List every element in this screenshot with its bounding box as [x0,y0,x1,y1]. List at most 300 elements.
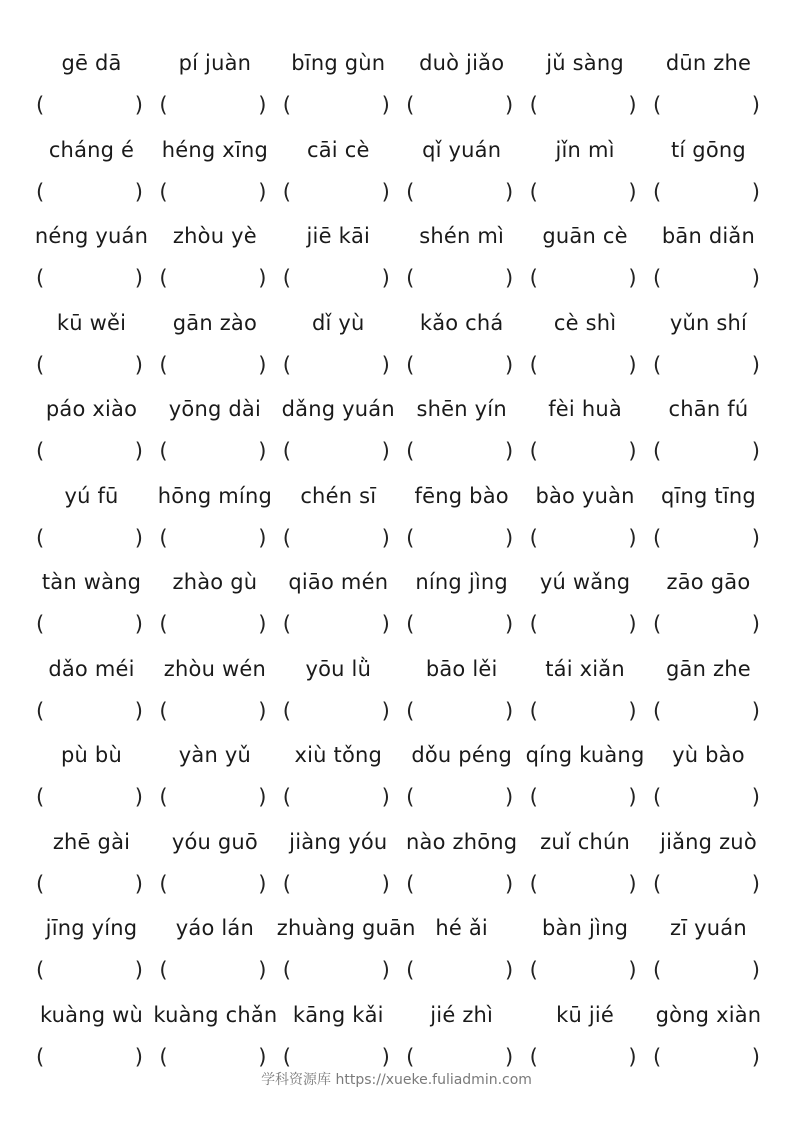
close-paren: ) [751,1044,760,1069]
close-paren: ) [258,698,267,723]
pinyin-word: jǔ sàng [546,51,624,75]
answer-blank[interactable] [647,780,770,814]
pinyin-word: bān diǎn [661,224,756,248]
close-paren: ) [751,439,760,463]
close-paren: ) [258,958,267,982]
pinyin-word: yóu guō [171,829,258,854]
answer-blank[interactable] [153,953,276,987]
open-paren: ( [652,958,662,982]
pinyin-word: zhē gài [52,829,131,854]
pinyin-line [30,46,770,80]
answer-blank[interactable] [400,1040,523,1074]
open-paren: ( [36,698,45,723]
pinyin-line [30,911,770,945]
answer-line [30,348,770,382]
pinyin-word: néng yuán [34,224,149,248]
close-paren: ) [258,785,267,809]
answer-blank[interactable] [524,348,647,382]
close-paren: ) [504,179,514,204]
close-paren: ) [381,352,390,377]
close-paren: ) [134,612,143,636]
open-paren: ( [406,871,415,896]
pinyin-word: yù bào [672,743,745,767]
close-paren: ) [258,179,267,204]
answer-blank[interactable] [647,953,770,987]
pinyin-word: yōng dài [168,397,261,421]
pinyin-row [0,652,793,738]
open-paren: ( [159,352,168,377]
open-paren: ( [282,352,291,377]
pinyin-word: guān cè [542,224,628,248]
open-paren: ( [406,698,415,723]
close-paren: ) [134,785,143,809]
answer-blank[interactable] [153,175,276,209]
answer-blank[interactable] [400,780,523,814]
open-paren: ( [406,266,415,290]
answer-blank[interactable] [400,88,523,122]
answer-blank[interactable] [524,1040,647,1074]
close-paren: ) [258,266,267,290]
close-paren: ) [134,871,143,896]
answer-blank[interactable] [647,261,770,295]
close-paren: ) [134,525,143,550]
answer-line [30,867,770,901]
open-paren: ( [282,698,291,723]
pinyin-word: yáo lán [175,916,254,940]
answer-blank[interactable] [524,175,647,209]
close-paren: ) [628,612,637,636]
pinyin-word: cāi cè [306,137,370,162]
answer-blank[interactable] [153,607,276,641]
pinyin-word: yōu lǜ [305,656,372,681]
answer-blank[interactable] [647,175,770,209]
open-paren: ( [652,439,662,463]
close-paren: ) [134,439,143,463]
pinyin-word: kū wěi [56,310,127,335]
pinyin-line [30,133,770,167]
close-paren: ) [258,439,267,463]
footer-watermark: 学科资源库 https://xueke.fuliadmin.com [261,1072,532,1088]
answer-blank[interactable] [277,953,400,987]
answer-blank[interactable] [30,1040,153,1074]
open-paren: ( [652,93,662,117]
close-paren: ) [751,958,760,982]
close-paren: ) [258,525,267,550]
answer-blank[interactable] [153,521,276,555]
open-paren: ( [652,525,662,550]
answer-blank[interactable] [647,434,770,468]
close-paren: ) [751,179,760,204]
answer-blank[interactable] [153,88,276,122]
answer-blank[interactable] [400,521,523,555]
open-paren: ( [159,439,168,463]
answer-line [30,175,770,209]
close-paren: ) [628,266,637,290]
close-paren: ) [628,179,637,204]
close-paren: ) [628,698,637,723]
open-paren: ( [652,179,662,204]
pinyin-line [30,479,770,513]
pinyin-word: tàn wàng [41,570,142,594]
close-paren: ) [258,1044,267,1069]
open-paren: ( [652,352,662,377]
open-paren: ( [529,698,538,723]
pinyin-word: bāo lěi [425,656,498,681]
close-paren: ) [258,612,267,636]
open-paren: ( [159,958,168,982]
pinyin-word: chén sī [300,483,377,508]
answer-blank[interactable] [277,607,400,641]
open-paren: ( [36,1044,45,1069]
pinyin-word: bào yuàn [535,483,635,508]
close-paren: ) [134,698,143,723]
pinyin-word: chān fú [668,397,749,421]
close-paren: ) [134,352,143,377]
open-paren: ( [529,871,538,896]
answer-blank[interactable] [30,607,153,641]
pinyin-word: kū jié [556,1002,615,1027]
open-paren: ( [282,93,291,117]
close-paren: ) [504,93,514,117]
pinyin-line [30,565,770,599]
close-paren: ) [381,871,390,896]
close-paren: ) [258,352,267,377]
open-paren: ( [529,93,538,117]
pinyin-word: gān zào [172,310,258,335]
open-paren: ( [529,1044,538,1069]
answer-blank[interactable] [524,607,647,641]
answer-blank[interactable] [153,780,276,814]
answer-blank[interactable] [277,780,400,814]
close-paren: ) [504,266,514,290]
close-paren: ) [504,698,514,723]
pinyin-row [0,133,793,219]
close-paren: ) [628,785,637,809]
close-paren: ) [381,266,390,290]
answer-blank[interactable] [277,694,400,728]
pinyin-word: dǐ yù [311,310,365,335]
pinyin-word: zī yuán [670,916,747,940]
open-paren: ( [406,352,415,377]
answer-blank[interactable] [277,867,400,901]
pinyin-word: jiǎng zuò [660,829,757,854]
open-paren: ( [36,179,45,204]
answer-blank[interactable] [30,780,153,814]
answer-blank[interactable] [647,867,770,901]
open-paren: ( [36,352,45,377]
pinyin-word: jiē kāi [306,224,371,248]
close-paren: ) [628,93,637,117]
answer-blank[interactable] [153,694,276,728]
answer-blank[interactable] [524,434,647,468]
pinyin-line [30,652,770,686]
answer-blank[interactable] [400,694,523,728]
open-paren: ( [36,612,45,636]
answer-blank[interactable] [524,694,647,728]
open-paren: ( [652,612,662,636]
answer-blank[interactable] [647,88,770,122]
answer-line [30,521,770,555]
close-paren: ) [381,698,390,723]
pinyin-word: héng xīng [161,137,269,162]
pinyin-word: kāng kǎi [292,1002,384,1027]
close-paren: ) [751,352,760,377]
open-paren: ( [406,93,415,117]
pinyin-word: qǐ yuán [422,137,502,162]
answer-blank[interactable] [277,521,400,555]
answer-blank[interactable] [277,348,400,382]
answer-blank[interactable] [400,607,523,641]
open-paren: ( [159,612,168,636]
close-paren: ) [504,439,514,463]
answer-line [30,88,770,122]
answer-blank[interactable] [30,694,153,728]
close-paren: ) [381,93,390,117]
answer-line [30,607,770,641]
pinyin-word: zhòu wén [163,656,266,681]
open-paren: ( [36,266,45,290]
answer-blank[interactable] [30,261,153,295]
pinyin-word: nào zhōng [406,829,518,854]
answer-blank[interactable] [400,348,523,382]
answer-blank[interactable] [153,261,276,295]
pinyin-word: gān zhe [666,656,751,681]
pinyin-word: shēn yín [416,397,507,421]
pinyin-line [30,998,770,1032]
open-paren: ( [529,266,538,290]
open-paren: ( [159,698,168,723]
pinyin-line [30,392,770,426]
close-paren: ) [258,871,267,896]
answer-blank[interactable] [647,521,770,555]
answer-blank[interactable] [30,175,153,209]
answer-blank[interactable] [277,88,400,122]
open-paren: ( [159,785,168,809]
open-paren: ( [529,612,538,636]
pinyin-word: cháng é [48,137,135,162]
answer-line [30,953,770,987]
pinyin-word: yǔn shí [669,310,748,335]
pinyin-word: fēng bào [414,483,509,508]
pinyin-row [0,565,793,651]
answer-blank[interactable] [30,348,153,382]
close-paren: ) [751,93,760,117]
pinyin-word: tí gōng [670,137,746,162]
close-paren: ) [258,93,267,117]
close-paren: ) [134,266,143,290]
open-paren: ( [159,93,168,117]
open-paren: ( [36,525,45,550]
pinyin-word: jǐn mì [555,137,615,162]
close-paren: ) [628,871,637,896]
pinyin-word: kuàng chǎn [153,1002,278,1027]
pinyin-line [30,306,770,340]
pinyin-line [30,825,770,859]
answer-blank[interactable] [30,953,153,987]
answer-blank[interactable] [647,348,770,382]
open-paren: ( [36,93,45,117]
close-paren: ) [381,439,390,463]
close-paren: ) [381,612,390,636]
pinyin-word: xiù tǒng [294,743,383,767]
close-paren: ) [628,525,637,550]
open-paren: ( [406,785,415,809]
open-paren: ( [282,439,291,463]
pinyin-word: yàn yǔ [178,743,251,767]
close-paren: ) [381,785,390,809]
close-paren: ) [751,871,760,896]
answer-blank[interactable] [524,780,647,814]
open-paren: ( [36,439,45,463]
pinyin-word: shén mì [419,224,505,248]
pinyin-word: fèi huà [548,397,622,421]
close-paren: ) [751,266,760,290]
pinyin-word: gē dā [61,51,122,75]
pinyin-word: bīng gùn [291,51,386,75]
answer-blank[interactable] [400,867,523,901]
pinyin-word: kǎo chá [419,310,504,335]
open-paren: ( [406,179,415,204]
open-paren: ( [652,1044,662,1069]
close-paren: ) [751,525,760,550]
close-paren: ) [751,785,760,809]
pinyin-word: níng jìng [415,570,508,594]
open-paren: ( [159,179,168,204]
answer-line [30,261,770,295]
open-paren: ( [282,612,291,636]
pinyin-row [0,825,793,911]
pinyin-line [30,219,770,253]
open-paren: ( [36,871,45,896]
pinyin-word: dǒu péng [411,743,512,767]
pinyin-word: pù bù [61,743,122,767]
pinyin-line [30,738,770,772]
open-paren: ( [652,698,662,723]
open-paren: ( [282,266,291,290]
pinyin-row [0,46,793,132]
pinyin-word: duò jiǎo [419,51,505,75]
pinyin-word: jiàng yóu [289,829,388,854]
close-paren: ) [134,958,143,982]
close-paren: ) [134,179,143,204]
answer-blank[interactable] [400,953,523,987]
open-paren: ( [529,179,538,204]
answer-blank[interactable] [153,867,276,901]
pinyin-word: kuàng wù [39,1002,144,1027]
close-paren: ) [504,612,514,636]
answer-line [30,780,770,814]
pinyin-word: yú fū [64,483,119,508]
open-paren: ( [529,352,538,377]
answer-line [30,1040,770,1074]
answer-blank[interactable] [524,261,647,295]
answer-blank[interactable] [153,348,276,382]
answer-blank[interactable] [30,88,153,122]
pinyin-row [0,479,793,565]
answer-blank[interactable] [400,434,523,468]
open-paren: ( [529,958,538,982]
close-paren: ) [628,958,637,982]
answer-blank[interactable] [277,434,400,468]
close-paren: ) [504,958,514,982]
open-paren: ( [406,439,415,463]
answer-blank[interactable] [153,1040,276,1074]
open-paren: ( [282,525,291,550]
close-paren: ) [504,785,514,809]
close-paren: ) [381,958,390,982]
close-paren: ) [504,871,514,896]
open-paren: ( [652,266,662,290]
answer-line [30,694,770,728]
open-paren: ( [406,612,415,636]
open-paren: ( [406,958,415,982]
open-paren: ( [159,871,168,896]
answer-blank[interactable] [277,261,400,295]
pinyin-word: zuǐ chún [540,829,631,854]
answer-blank[interactable] [277,175,400,209]
close-paren: ) [134,93,143,117]
pinyin-word: dǎng yuán [281,397,395,421]
close-paren: ) [628,439,637,463]
open-paren: ( [36,958,45,982]
answer-blank[interactable] [524,88,647,122]
open-paren: ( [529,785,538,809]
pinyin-word: zāo gāo [666,570,751,594]
pinyin-word: zhuàng guān [276,916,416,940]
answer-blank[interactable] [524,521,647,555]
pinyin-word: zhào gù [172,570,258,594]
close-paren: ) [751,698,760,723]
open-paren: ( [282,785,291,809]
answer-blank[interactable] [30,521,153,555]
open-paren: ( [529,525,538,550]
answer-blank[interactable] [647,694,770,728]
open-paren: ( [529,439,538,463]
pinyin-word: qiāo mén [288,570,389,594]
answer-blank[interactable] [524,953,647,987]
close-paren: ) [504,352,514,377]
answer-blank[interactable] [400,261,523,295]
open-paren: ( [282,179,291,204]
answer-blank[interactable] [30,867,153,901]
pinyin-word: hé ǎi [435,916,488,940]
answer-blank[interactable] [647,607,770,641]
answer-blank[interactable] [524,867,647,901]
pinyin-word: bàn jìng [542,916,629,940]
pinyin-row [0,738,793,824]
answer-line [30,434,770,468]
answer-blank[interactable] [400,175,523,209]
pinyin-row [0,392,793,478]
answer-blank[interactable] [647,1040,770,1074]
close-paren: ) [628,1044,637,1069]
pinyin-word: jié zhì [430,1002,494,1027]
close-paren: ) [381,525,390,550]
close-paren: ) [381,179,390,204]
close-paren: ) [504,525,514,550]
answer-blank[interactable] [277,1040,400,1074]
pinyin-word: pí juàn [178,51,252,75]
open-paren: ( [406,525,415,550]
pinyin-word: gòng xiàn [655,1002,762,1027]
answer-blank[interactable] [30,434,153,468]
open-paren: ( [282,958,291,982]
pinyin-word: hōng míng [157,483,272,508]
open-paren: ( [159,525,168,550]
answer-blank[interactable] [153,434,276,468]
close-paren: ) [134,1044,143,1069]
close-paren: ) [381,1044,390,1069]
